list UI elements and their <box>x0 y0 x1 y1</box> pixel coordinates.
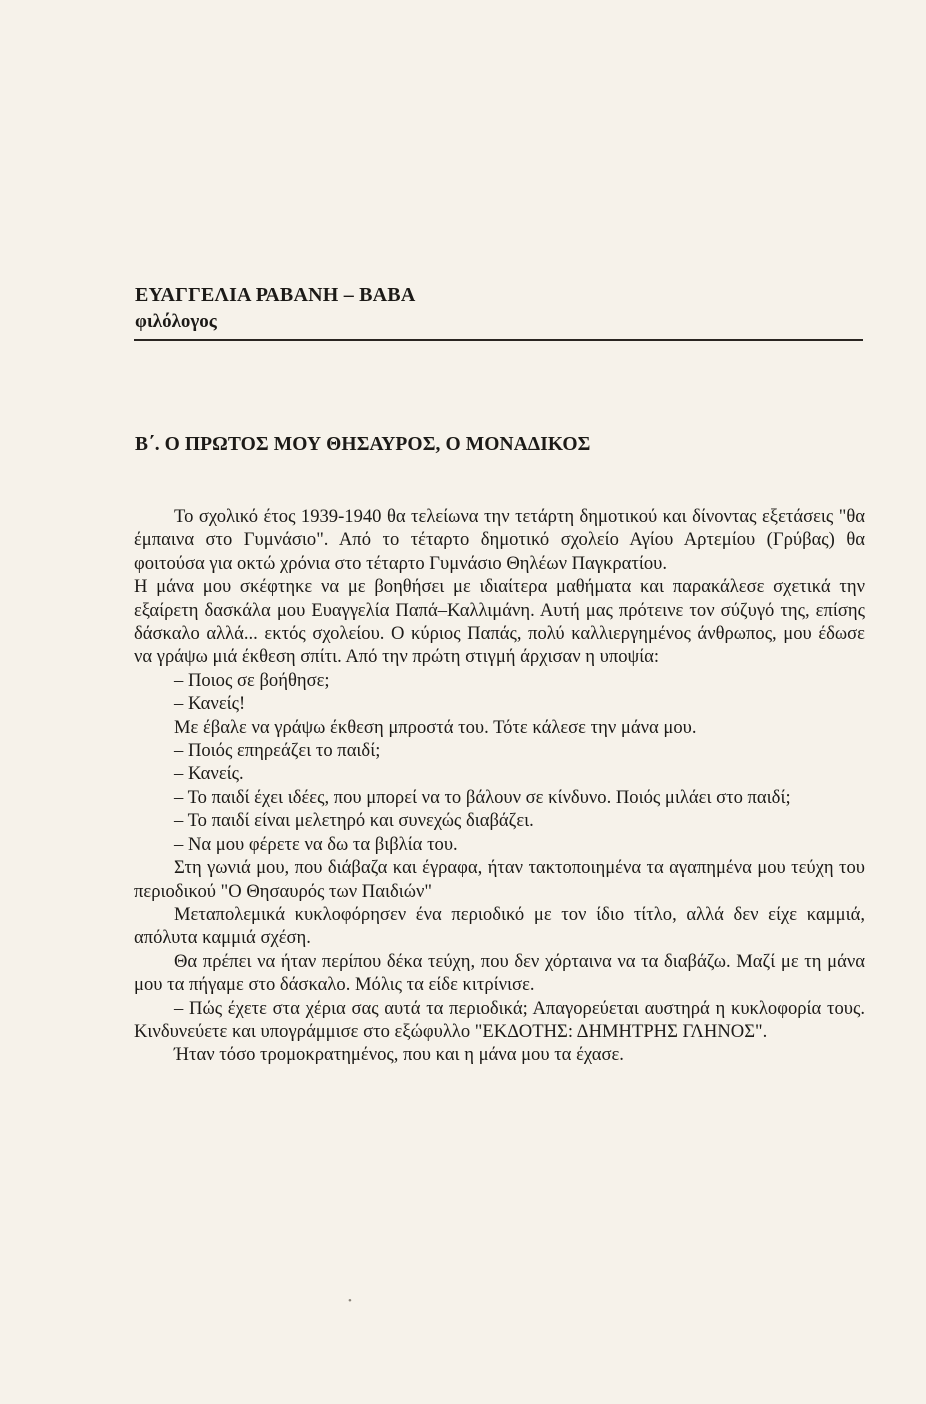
page-blemish: • <box>348 1295 352 1307</box>
dialogue-line: – Ποιός επηρεάζει το παιδί; <box>174 740 381 762</box>
body-text <box>134 505 865 1067</box>
paragraph: Το σχολικό έτος 1939-1940 θα τελείωνα την τετάρτη δημοτικού και δίνοντας εξετάσεις "θα έμπαινα στο Γυμνάσιο". Από το τέταρτο δημοτικό σχολείο Αγίου Αρτεμίου (Γρύβας) θα φοιτούσα για οκτώ χρόνια στο τέταρτο Γυμνάσιο Θηλέων Παγκρατίου. <box>134 506 865 574</box>
paragraph: Ήταν τόσο τρομοκρατημένος, που και η μάνα μου τα έχασε. <box>174 1044 624 1066</box>
dialogue-line: – Κανείς! <box>174 693 246 715</box>
paragraph: Στη γωνιά μου, που διάβαζα και έγραφα, ήταν τακτοποιημένα τα αγαπημένα μου τεύχη του περιοδικού "Ο Θησαυρός των Παιδιών" <box>134 857 865 902</box>
paragraph: Μεταπολεμικά κυκλοφόρησεν ένα περιοδικό με τον ίδιο τίτλο, αλλά δεν είχε καμμιά, απόλυτα καμμιά σχέση. <box>134 903 865 949</box>
author-name: ΕΥΑΓΓΕΛΙΑ ΡΑΒΑΝΗ – ΒΑΒΑ <box>135 284 416 306</box>
paragraph: Με έβαλε να γράψω έκθεση μπροστά του. Τότε κάλεσε την μάνα μου. <box>174 716 697 738</box>
dialogue-line: – Κανείς. <box>174 763 244 785</box>
paragraph: Θα πρέπει να ήταν περίπου δέκα τεύχη, που δεν χόρταινα να τα διαβάζω. Μαζί με τη μάνα μου τα πήγαμε στο δάσκαλο. Μόλις τα είδε κιτρίνισε. <box>134 950 865 996</box>
dialogue-line: – Το παιδί είναι μελετηρό και συνεχώς διαβάζει. <box>174 810 534 832</box>
author-role: φιλόλογος <box>135 311 217 332</box>
header-divider <box>134 339 863 341</box>
dialogue-line: – Να μου φέρετε να δω τα βιβλία του. <box>174 833 458 855</box>
dialogue-line: – Πώς έχετε στα χέρια σας αυτά τα περιοδικά; Απαγορεύεται αυστηρά η κυκλοφορία τους. Κινδυνεύετε και υπογράμμισε στο εξώφυλλο "ΕΚΔΟΤΗΣ: ΔΗΜΗΤΡΗΣ ΓΛΗΝΟΣ". <box>134 997 865 1042</box>
dialogue-line: – Το παιδί έχει ιδέες, που μπορεί να το βάλουν σε κίνδυνο. Ποιός μιλάει στο παιδί; <box>174 786 791 808</box>
dialogue-line: – Ποιος σε βοήθησε; <box>174 669 330 691</box>
chapter-title: Β΄. Ο ΠΡΩΤΟΣ ΜΟΥ ΘΗΣΑΥΡΟΣ, Ο ΜΟΝΑΔΙΚΟΣ <box>135 434 591 455</box>
paragraph: Η μάνα μου σκέφτηκε να με βοηθήσει με ιδιαίτερα μαθήματα και παρακάλεσε σχετικά την εξαίρετη δασκάλα μου Ευαγγελία Παπά–Καλλιμάνη. Αυτή μας πρότεινε τον σύζυγό της, επίσης δάσκαλο αλλά... εκτός σχολείου. Ο κύριος Παπάς, πολύ καλλιεργημένος άνθρωπος, μου έδωσε να γράψω μιά έκθεση σπίτι. Από την πρώτη στιγμή άρχισαν η υποψία: <box>134 576 865 668</box>
